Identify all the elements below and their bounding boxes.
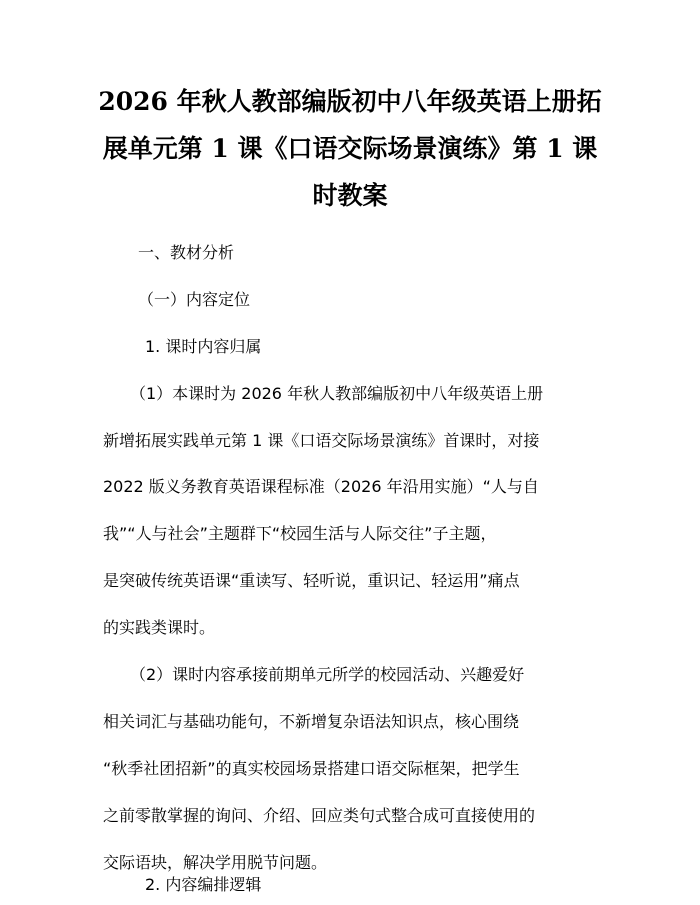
item-heading-lesson-content-affiliation: 1. 课时内容归属 <box>145 337 262 356</box>
paragraph-2-line-4: 之前零散掌握的询问、介绍、回应类句式整合成可直接使用的 <box>103 806 536 825</box>
paragraph-1-line-6: 的实践类课时。 <box>103 618 216 637</box>
section-heading-teaching-material-analysis: 一、教材分析 <box>138 243 235 262</box>
paragraph-2-line-3: “秋季社团招新”的真实校园场景搭建口语交际框架，把学生 <box>103 759 520 778</box>
paragraph-1-line-4: 我”“人与社会”主题群下“校园生活与人际交往”子主题， <box>103 524 497 543</box>
paragraph-1-line-2: 新增拓展实践单元第 1 课《口语交际场景演练》首课时，对接 <box>103 431 540 450</box>
paragraph-2-line-1: （2）课时内容承接前期单元所学的校园活动、兴趣爱好 <box>130 665 525 684</box>
item-heading-content-arrangement-logic: 2. 内容编排逻辑 <box>145 875 262 894</box>
document-title-line-3: 时教案 <box>312 181 388 210</box>
document-title-line-2: 展单元第 1 课《口语交际场景演练》第 1 课 <box>102 134 598 163</box>
paragraph-1-line-3: 2022 版义务教育英语课程标准（2026 年沿用实施）“人与自 <box>103 477 539 496</box>
paragraph-1-line-5: 是突破传统英语课“重读写、轻听说，重识记、轻运用”痛点 <box>103 571 520 590</box>
paragraph-2-line-2: 相关词汇与基础功能句，不新增复杂语法知识点，核心围绕 <box>103 712 520 731</box>
paragraph-2-line-5: 交际语块，解决学用脱节问题。 <box>103 853 328 872</box>
document-title-line-1: 2026 年秋人教部编版初中八年级英语上册拓 <box>98 87 602 116</box>
subsection-heading-content-positioning: （一）内容定位 <box>138 290 251 309</box>
paragraph-1-line-1: （1）本课时为 2026 年秋人教部编版初中八年级英语上册 <box>130 384 544 403</box>
